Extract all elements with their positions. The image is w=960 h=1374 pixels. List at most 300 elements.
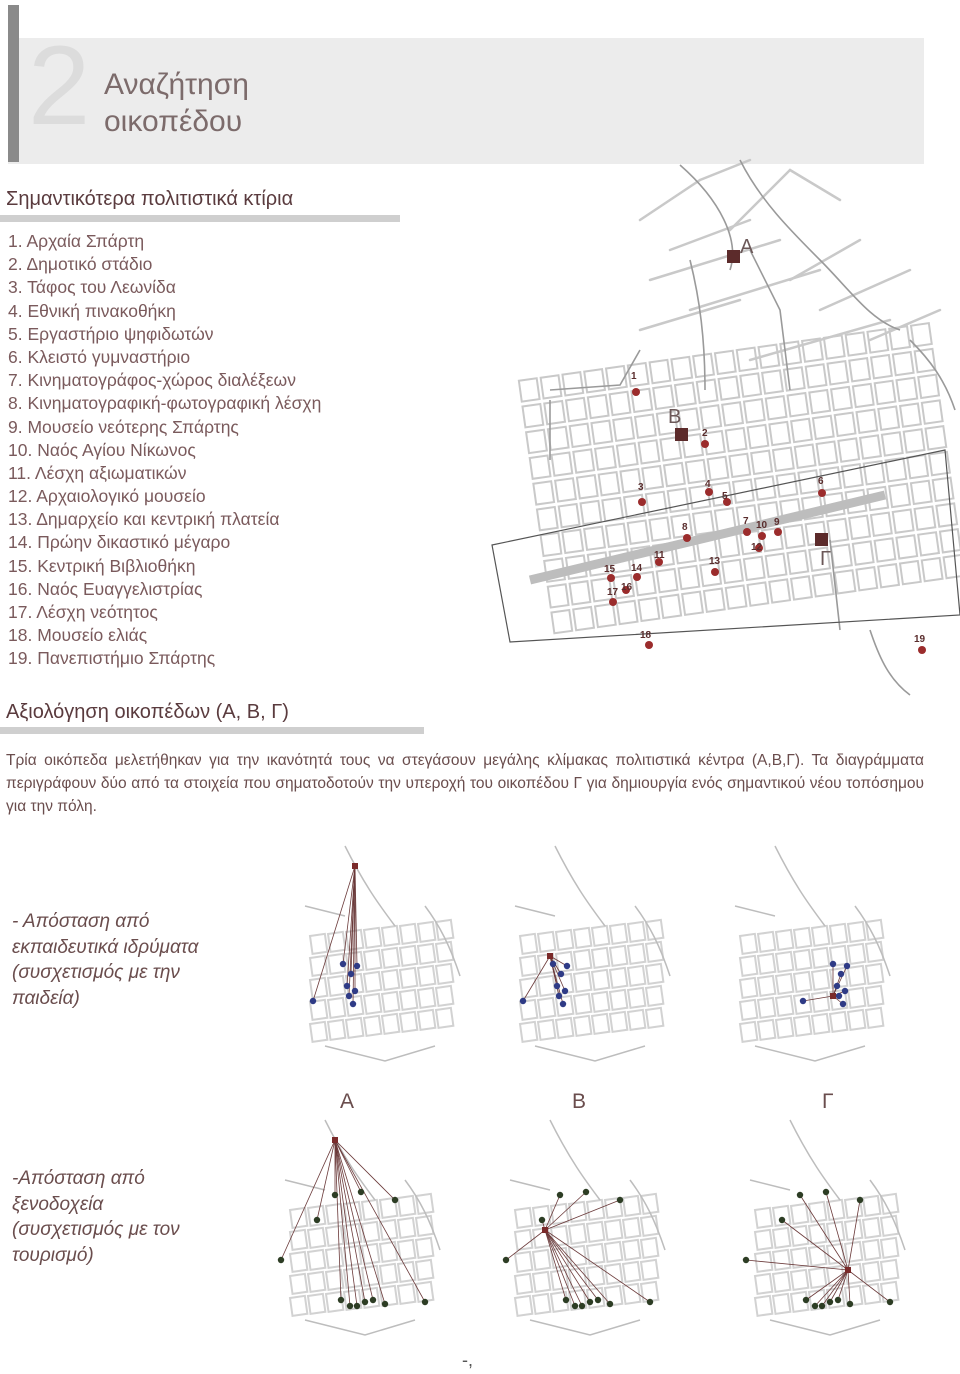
map-block [700,405,721,428]
list-item: 19. Πανεπιστήμιο Σπάρτης [8,648,216,669]
map-block [628,521,649,544]
education-point [830,961,836,967]
mini-block [794,928,811,948]
mini-block [533,1250,550,1270]
list-item: 12. Αρχαιολογικό μουσείο [8,486,206,507]
map-block [599,472,620,495]
caption-line: - Απόσταση από [12,911,150,932]
hotel-point [583,1189,589,1195]
map-block [856,567,877,590]
map-pin-label: 2 [702,428,708,439]
mini-block [515,1252,532,1272]
map-block [573,449,594,472]
mini-block [382,992,399,1012]
map-block [838,438,859,461]
map-block [896,378,917,401]
mini-block [362,1244,379,1264]
map-block [606,524,627,547]
mini-block [646,964,663,984]
education-point [348,971,354,977]
chapter-title [104,66,249,140]
mini-street-grid [310,920,453,1042]
mini-block [574,994,591,1014]
map-block [773,448,794,471]
map-block [787,551,808,574]
map-block [533,481,554,504]
mini-block [740,934,757,954]
mini-block [416,1238,433,1258]
hotel-point [819,1303,825,1309]
map-block [893,352,914,375]
mini-block [830,1012,847,1032]
list-item: 8. Κινηματογραφική-φωτογραφική λέσχη [8,393,322,414]
map-block [875,538,896,561]
mini-block [328,998,345,1018]
map-block [889,484,910,507]
mini-block [308,1272,325,1292]
mini-block [364,1016,381,1036]
list-item: 6. Κλειστό γυμναστήριο [8,346,191,367]
map-pin-label: 6 [818,476,824,487]
mini-block [520,1022,537,1042]
plot-site-marker [727,250,740,263]
map-block [581,501,602,524]
education-point [554,983,560,989]
chapter-header-accent-bar [8,5,19,162]
map-block [900,403,921,426]
map-block [682,592,703,615]
mini-link [506,1230,545,1260]
map-pin-label: 9 [774,517,780,528]
mini-block [416,1260,433,1280]
map-block [769,579,790,602]
mini-block [610,924,627,944]
mini-block [436,1008,453,1028]
mini-block [515,1274,532,1294]
map-block [744,399,765,422]
map-block [748,425,769,448]
mini-block [574,1016,591,1036]
mini-block [398,1240,415,1260]
mini-block [845,1242,862,1262]
map-block [519,378,540,401]
map-street [690,270,820,310]
mini-block [758,954,775,974]
mini-block [866,964,883,984]
hotel-point [347,1303,353,1309]
mini-block [592,992,609,1012]
hotel-point [503,1257,509,1263]
map-block [911,481,932,504]
caption-line: ξενοδοχεία [12,1193,104,1215]
mini-block [740,956,757,976]
mini-block [646,986,663,1006]
map-pin [645,641,653,649]
map-block [766,396,787,419]
city-map [490,160,960,700]
mini-block [326,1226,343,1246]
map-street [640,180,700,220]
map-block [907,455,928,478]
map-block [835,570,856,593]
map-block [588,395,609,418]
mini-block [863,1218,880,1238]
caption-line: εκπαιδευτικά ιδρύματα [12,936,199,958]
evaluation-paragraph: Τρία οικόπεδα μελετήθηκαν για την ικανότητά τους να στεγάσουν μεγάλης κλίμακας πολιτιστικά κέντρα (Α,Β,Γ). Τα διαγράμματα περιγράφουν δύο από τα στοιχεία που σηματοδοτούν την υπεροχή του οικοπέδου Γ για δημιουργία ενός σημαντικού νέου τοπόσημου για την πόλη. [6,752,924,815]
list-item: 11. Λέσχη αξιωματικών [8,462,187,483]
mini-block [776,952,793,972]
map-block [922,558,943,581]
mini-block [418,944,435,964]
mini-block [740,1022,757,1042]
section-heading-underline [0,727,424,734]
map-block [795,445,816,468]
map-block [697,380,718,403]
mini-block [569,1224,586,1244]
map-pin [701,440,709,448]
mini-block [364,994,381,1014]
hotel-point [617,1197,623,1203]
list-item: 14. Πρώην δικαστικό μέγαρο [8,532,231,553]
list-item: 2. Δημοτικό στάδιο [8,254,153,275]
mini-block [646,1008,663,1028]
chapter-number: 2 [28,23,91,148]
mini-block [400,990,417,1010]
mini-block [380,1264,397,1284]
caption-line: -Απόσταση από [12,1168,145,1189]
hotel-point [422,1299,428,1305]
mini-block [364,928,381,948]
map-block [918,532,939,555]
mini-block [628,988,645,1008]
map-block [719,376,740,399]
map-street [650,240,780,280]
mini-block [362,1222,379,1242]
footer-mark: -, [462,1350,473,1370]
mini-block [556,930,573,950]
list-item: 15. Κεντρική Βιβλιοθήκη [8,555,196,576]
map-block [791,576,812,599]
mini-block [538,998,555,1018]
education-point [346,993,352,999]
mini-block [418,1010,435,1030]
chapter-title-line2: οικοπέδου [104,105,243,138]
education-point [562,988,568,994]
map-block [635,414,656,437]
mini-block [848,988,865,1008]
mini-block [848,922,865,942]
map-block [893,510,914,533]
education-point [564,963,570,969]
map-block [679,566,700,589]
mini-block [382,970,399,990]
map-block [613,418,634,441]
education-point [836,993,842,999]
map-block [878,564,899,587]
mini-block [776,974,793,994]
education-point [560,1001,566,1007]
caption-line: (συσχετισμός με τον [12,1219,180,1240]
list-item: 13. Δημαρχείο και κεντρική πλατεία [8,509,280,530]
mini-block [436,986,453,1006]
education-diagram-a [285,846,465,1076]
mini-block [310,956,327,976]
map-block [591,421,612,444]
education-point [800,998,806,1004]
hotel-point [572,1303,578,1309]
mini-block [863,1196,880,1216]
mini-block [290,1208,307,1228]
mini-block [809,1246,826,1266]
map-block [798,470,819,493]
mini-block [344,1246,361,1266]
map-pin-label: 17 [607,587,619,598]
mini-block [533,1294,550,1314]
map-block [537,507,558,530]
hotel-point [607,1301,613,1307]
map-pins [604,371,926,654]
section-heading-cultural-buildings: Σημαντικότερα πολιτιστικά κτίρια [6,188,294,210]
mini-block [538,1020,555,1040]
mini-block [556,1018,573,1038]
mini-block [848,944,865,964]
map-block [882,432,903,455]
map-block [722,560,743,583]
map-block [751,451,772,474]
map-block [562,530,583,553]
map-block [766,554,787,577]
map-pin-label: 10 [756,520,768,531]
mini-block [290,1296,307,1316]
mini-block [592,1014,609,1034]
mini-block [755,1230,772,1250]
map-block [936,503,957,526]
map-pin [607,574,615,582]
mini-block [628,944,645,964]
map-block [871,513,892,536]
mini-block [574,928,591,948]
map-pin-label: 8 [682,522,688,533]
map-block [860,435,881,458]
map-pin [818,489,826,497]
hotel-point [563,1297,569,1303]
mini-block [641,1260,658,1280]
map-block [642,466,663,489]
mini-block [758,932,775,952]
education-point [842,988,848,994]
mini-block [533,1272,550,1292]
mini-block [310,978,327,998]
map-block [911,323,932,346]
map-pin-label: 12 [751,542,763,553]
column-label-g: Γ [822,1090,834,1113]
map-block [693,511,714,534]
mini-block [398,1284,415,1304]
map-block [548,427,569,450]
map-block [729,454,750,477]
mini-block [794,950,811,970]
map-block [769,422,790,445]
hotel-point [823,1189,829,1195]
mini-site-marker [845,1267,851,1273]
map-street [730,170,790,230]
map-block [555,478,576,501]
mini-block [362,1200,379,1220]
map-pin-label: 4 [705,479,711,490]
plot-site-label: B [668,406,682,428]
map-block [922,400,943,423]
map-block [584,527,605,550]
map-pin [638,498,646,506]
map-pin-label: 15 [604,564,616,575]
education-point [310,998,316,1004]
hotel-point [827,1299,833,1305]
mini-block [328,976,345,996]
map-pin-label: 18 [640,630,652,641]
education-point [520,998,526,1004]
hotel-point [579,1303,585,1309]
hotel-point [557,1192,563,1198]
mini-block [863,1262,880,1282]
mini-street-grid [515,1194,658,1316]
chapter-title-line1: Αναζήτηση [104,68,249,101]
mini-block [382,948,399,968]
map-block [940,529,960,552]
hotel-point [803,1297,809,1303]
map-pin [758,532,766,540]
education-point [354,963,360,969]
map-block [918,375,939,398]
mini-block [610,946,627,966]
map-pin-label: 19 [914,634,926,645]
map-block [788,393,809,416]
list-item: 7. Κινηματογράφος-χώρος διαλέξεων [8,370,296,391]
map-pin-label: 3 [638,482,644,493]
mini-block [791,1204,808,1224]
map-block [552,452,573,475]
plot-site-marker [815,533,828,546]
education-point [558,971,564,977]
mini-block [346,1018,363,1038]
mini-block [863,1240,880,1260]
map-block [577,475,598,498]
map-block [671,357,692,380]
hotel-point [779,1217,785,1223]
mini-block [418,922,435,942]
education-point [352,988,358,994]
map-pin [743,528,751,536]
map-block [562,372,583,395]
mini-link [281,1140,335,1260]
map-block [813,416,834,439]
mini-block [755,1296,772,1316]
map-block [831,387,852,410]
map-block [726,428,747,451]
map-block [617,601,638,624]
map-block [595,446,616,469]
mini-block [592,926,609,946]
mini-block [812,992,829,1012]
mini-block [592,970,609,990]
column-label-a: Α [340,1090,355,1113]
mini-block [400,924,417,944]
mini-block [758,998,775,1018]
mini-block [290,1230,307,1250]
mini-block [809,1202,826,1222]
map-block [551,610,572,633]
education-diagram-b [495,846,675,1076]
plot-site-marker [675,428,688,441]
mini-block [755,1208,772,1228]
mini-block [418,988,435,1008]
mini-site-marker [332,1137,338,1143]
education-point [350,1001,356,1007]
map-block [748,582,769,605]
mini-block [587,1222,604,1242]
list-item: 5. Εργαστήριο ψηφιδωτών [8,323,214,344]
map-block [809,390,830,413]
caption-line: (συσχετισμός με την [12,962,180,983]
map-pin-label: 11 [654,550,665,561]
mini-block [809,1224,826,1244]
column-label-b: Β [572,1090,587,1113]
mini-block [866,986,883,1006]
list-item: 9. Μουσείο νεότερης Σπάρτης [8,416,239,437]
hotel-point [887,1299,893,1305]
caption-line: τουρισμό) [12,1244,94,1266]
map-block [915,506,936,529]
education-point [344,983,350,989]
hotel-point [382,1301,388,1307]
mini-block [628,966,645,986]
mini-block [848,966,865,986]
plot-site-label: A [740,236,754,258]
mini-block [776,930,793,950]
map-block [610,392,631,415]
map-block [925,426,946,449]
hotel-point [857,1197,863,1203]
education-point [834,983,840,989]
mini-block [623,1218,640,1238]
mini-block [812,970,829,990]
map-block [857,410,878,433]
mini-block [776,1018,793,1038]
mini-block [623,1196,640,1216]
mini-block [310,1022,327,1042]
map-block [791,419,812,442]
mini-block [755,1274,772,1294]
map-street [700,160,750,180]
map-block [570,424,591,447]
mini-block [827,1200,844,1220]
map-pin [633,573,641,581]
mini-street-grid [290,1194,433,1316]
map-block [933,478,954,501]
map-block [817,441,838,464]
map-pin-label: 16 [621,582,633,593]
mini-block [326,1248,343,1268]
map-block [675,383,696,406]
mini-site-marker [542,1227,548,1233]
map-block [762,370,783,393]
map-block [522,404,543,427]
map-block [573,607,594,630]
map-pin [609,598,617,606]
mini-block [809,1268,826,1288]
map-pin-label: 14 [631,563,643,574]
map-block [835,413,856,436]
map-block [853,541,874,564]
